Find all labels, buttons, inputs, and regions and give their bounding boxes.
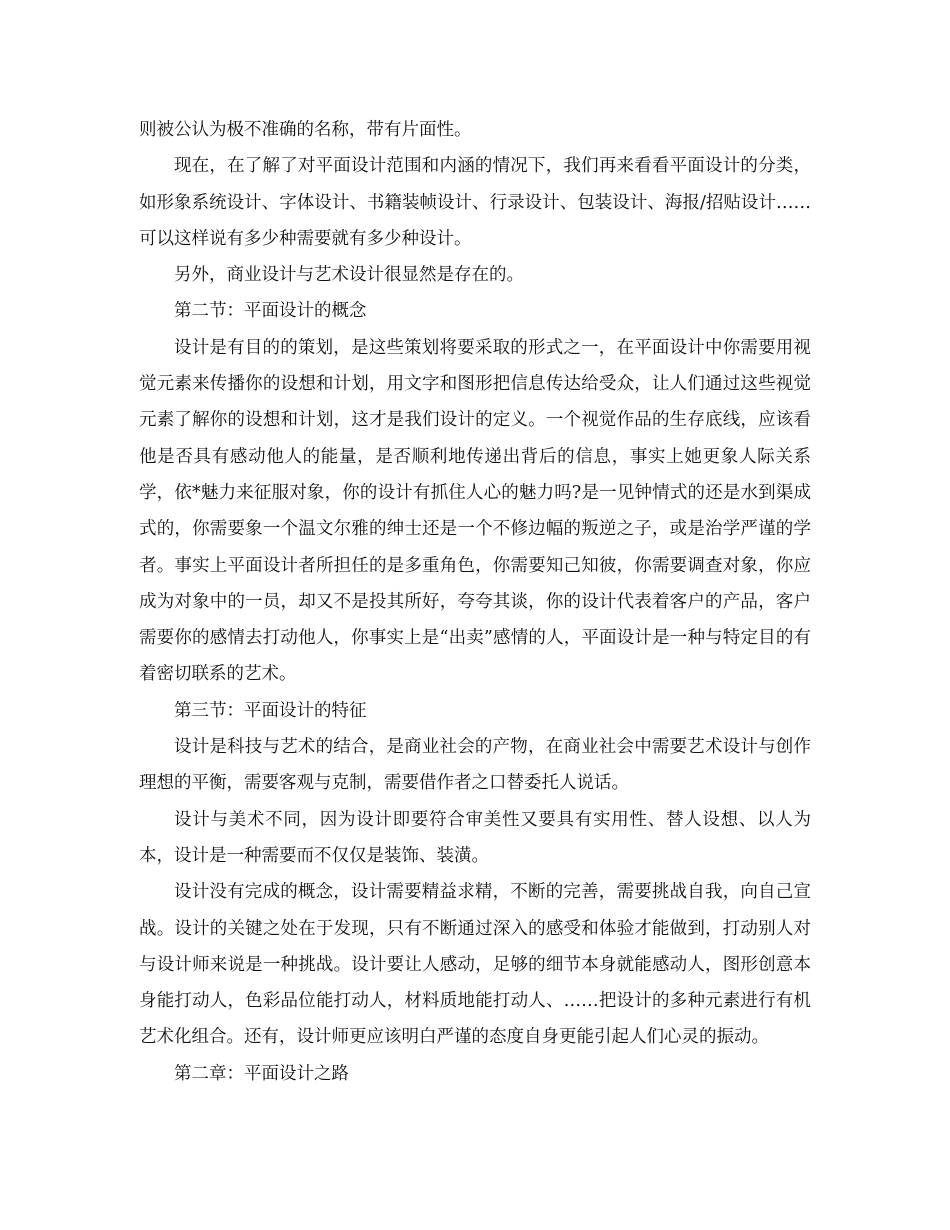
section-heading-concept: 第二节：平面设计的概念 <box>174 301 367 322</box>
paragraph-continuation: 则被公认为极不准确的名称，带有片面性。 <box>139 120 472 140</box>
section-heading-features: 第三节：平面设计的特征 <box>174 700 367 721</box>
paragraph-commercial-art: 另外，商业设计与艺术设计很显然是存在的。 <box>174 265 524 286</box>
paragraph-features-2: 设计与美术不同，因为设计即要符合审美性又要具有实用性、替人设想、以人为本，设计是一种需要而不仅仅是装饰、装潢。 <box>139 809 811 866</box>
paragraph-concept: 设计是有目的的策划，是这些策划将要采取的形式之一，在平面设计中你需要用视觉元素来传播你的设想和计划，用文字和图形把信息传达给受众，让人们通过这些视觉元素了解你的设想和计划，这才是我们设计的定义。一个视觉作品的生存底线，应该看他是否具有感动他人的能量，是否顺利地传递出背后的信息，事实上她更象人际关系学，依*魅力来征服对象，你的设计有抓住人心的魅力吗?是一见钟情式的还是水到渠成式的，你需要象一个温文尔雅的绅士还是一个不修边幅的叛逆之子，或是治学严谨的学者。事实上平面设计者所担任的是多重角色，你需要知己知彼，你需要调查对象，你应成为对象中的一员，却又不是投其所好，夸夸其谈，你的设计代表着客户的产品，客户需要你的感情去打动他人，你事实上是“出卖”感情的人，平面设计是一种与特定目的有着密切联系的艺术。 <box>139 337 811 685</box>
paragraph-classification: 现在，在了解了对平面设计范围和内涵的情况下，我们再来看看平面设计的分类，如形象系统设计、字体设计、书籍装帧设计、行录设计、包装设计、海报/招贴设计……可以这样说有多少种需要就有多少种设计。 <box>139 156 811 249</box>
paragraph-features-3: 设计没有完成的概念，设计需要精益求精，不断的完善，需要挑战自我，向自己宣战。设计的关键之处在于发现，只有不断通过深入的感受和体验才能做到，打动别人对与设计师来说是一种挑战。设计要让人感动，足够的细节本身就能感动人，图形创意本身能打动人，色彩品位能打动人，材料质地能打动人、……把设计的多种元素进行有机艺术化组合。还有，设计师更应该明白严谨的态度自身更能引起人们心灵的振动。 <box>139 882 811 1048</box>
document-body <box>139 112 811 1092</box>
chapter-heading-path: 第二章：平面设计之路 <box>174 1063 349 1084</box>
paragraph-features-1: 设计是科技与艺术的结合，是商业社会的产物，在商业社会中需要艺术设计与创作理想的平衡，需要客观与克制，需要借作者之口替委托人说话。 <box>139 737 811 794</box>
